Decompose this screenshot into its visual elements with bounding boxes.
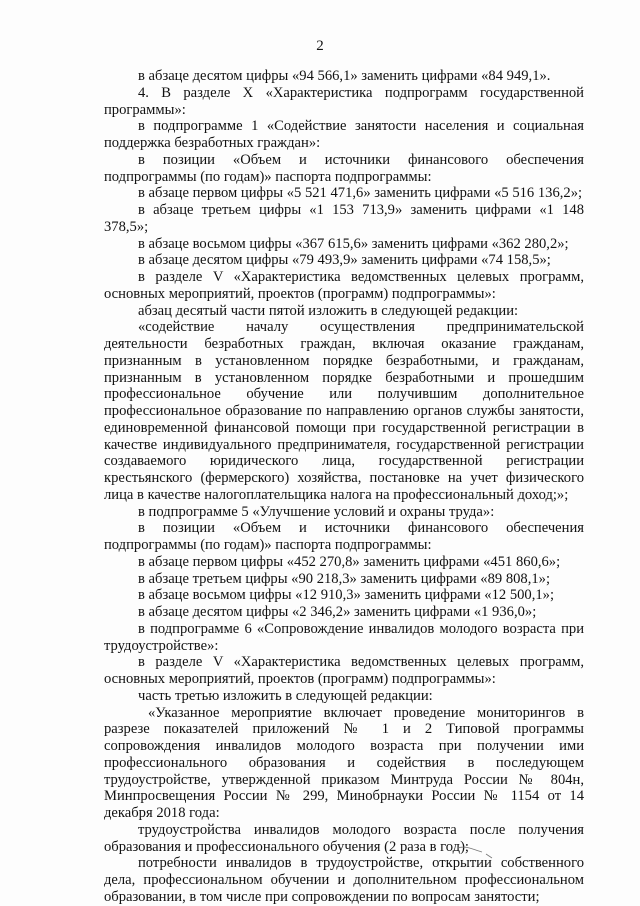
paragraph: в абзаце третьем цифры «90 218,3» заменить цифрами «89 808,1»; (138, 570, 551, 587)
paragraph: «содействие началу осуществления предпринимательской деятельности безработных граждан, включая оказание гражданам, признанным в установленном порядке безработными, и гражданам, признанным в установленном порядке безработными и прошедшим профессиональное обучение или получившим дополнительное профессиональное образование по направлению органов службы занятости, единовременной финансовой помощи при государственной регистрации в качестве индивидуального предпринимателя, государственной регистрации создаваемого юридического лица, государственной регистрации крестьянского (фермерского) хозяйства, постановке на учет физического лица в качестве налогоплательщика налога на профессиональный доход;»; (104, 319, 584, 503)
paragraph: в подпрограмме 1 «Содействие занятости населения и социальная поддержка безработных граждан»: (104, 118, 584, 151)
paragraph: в абзаце третьем цифры «1 153 713,9» заменить цифрами «1 148 378,5»; (104, 202, 584, 235)
paragraph: в абзаце первом цифры «452 270,8» заменить цифрами «451 860,6»; (138, 553, 561, 570)
paragraph: в абзаце восьмом цифры «12 910,3» заменить цифрами «12 500,1»; (138, 587, 555, 604)
page-number: 2 (316, 38, 324, 54)
paragraph: в позиции «Объем и источники финансового обеспечения подпрограммы (по годам)» паспорта подпрограммы: (104, 151, 584, 185)
paragraph: потребности инвалидов в трудоустройстве, открытии собственного дела, профессиональном обучении и дополнительном профессиональном образовании, в том числе при сопровождении по вопросам занятости; (104, 855, 584, 905)
paragraph: в позиции «Объем и источники финансового обеспечения подпрограммы (по годам)» паспорта подпрограммы: (104, 520, 584, 553)
paragraph: в абзаце первом цифры «5 521 471,6» заменить цифрами «5 516 136,2»; (138, 185, 583, 202)
paragraph: в подпрограмме 5 «Улучшение условий и охраны труда»: (138, 503, 495, 520)
paragraph: в абзаце десятом цифры «79 493,9» заменить цифрами «74 158,5»; (138, 252, 551, 269)
paragraph: 4. В разделе X «Характеристика подпрограмм государственной программы»: (104, 84, 584, 118)
paragraph: абзац десятый части пятой изложить в следующей редакции: (138, 302, 519, 319)
paragraph: в разделе V «Характеристика ведомственных целевых программ, основных мероприятий, проектов (программ) подпрограммы»: (104, 269, 584, 302)
paragraph: в разделе V «Характеристика ведомственных целевых программ, основных мероприятий, проектов (программ) подпрограммы»: (104, 654, 584, 687)
paragraph: в абзаце десятом цифры «94 566,1» заменить цифрами «84 949,1». (138, 68, 551, 84)
paragraph: часть третью изложить в следующей редакции: (138, 687, 433, 704)
paragraph: в абзаце восьмом цифры «367 615,6» заменить цифрами «362 280,2»; (138, 235, 569, 252)
paragraph: в абзаце десятом цифры «2 346,2» заменить цифрами «1 936,0»; (138, 604, 537, 620)
paragraph: в подпрограмме 6 «Сопровождение инвалидов молодого возраста при трудоустройстве»: (104, 620, 584, 654)
document-body (104, 68, 584, 906)
paragraph: «Указанное мероприятие включает проведение мониторингов в разрезе показателей приложений № 1 и 2 Типовой программы сопровождения инвалидов молодого возраста при получении ими профессионального образования и содействия в последующем трудоустройстве, утвержденной приказом Минтруда России № 804н, Минпросвещения России № 299, Минобрнауки России № 1154 от 14 декабря 2018 года: (104, 704, 584, 821)
paragraph: трудоустройства инвалидов молодого возраста после получения образования и профессионального обучения (2 раза в год); (104, 821, 584, 855)
handwritten-mark (456, 842, 496, 862)
